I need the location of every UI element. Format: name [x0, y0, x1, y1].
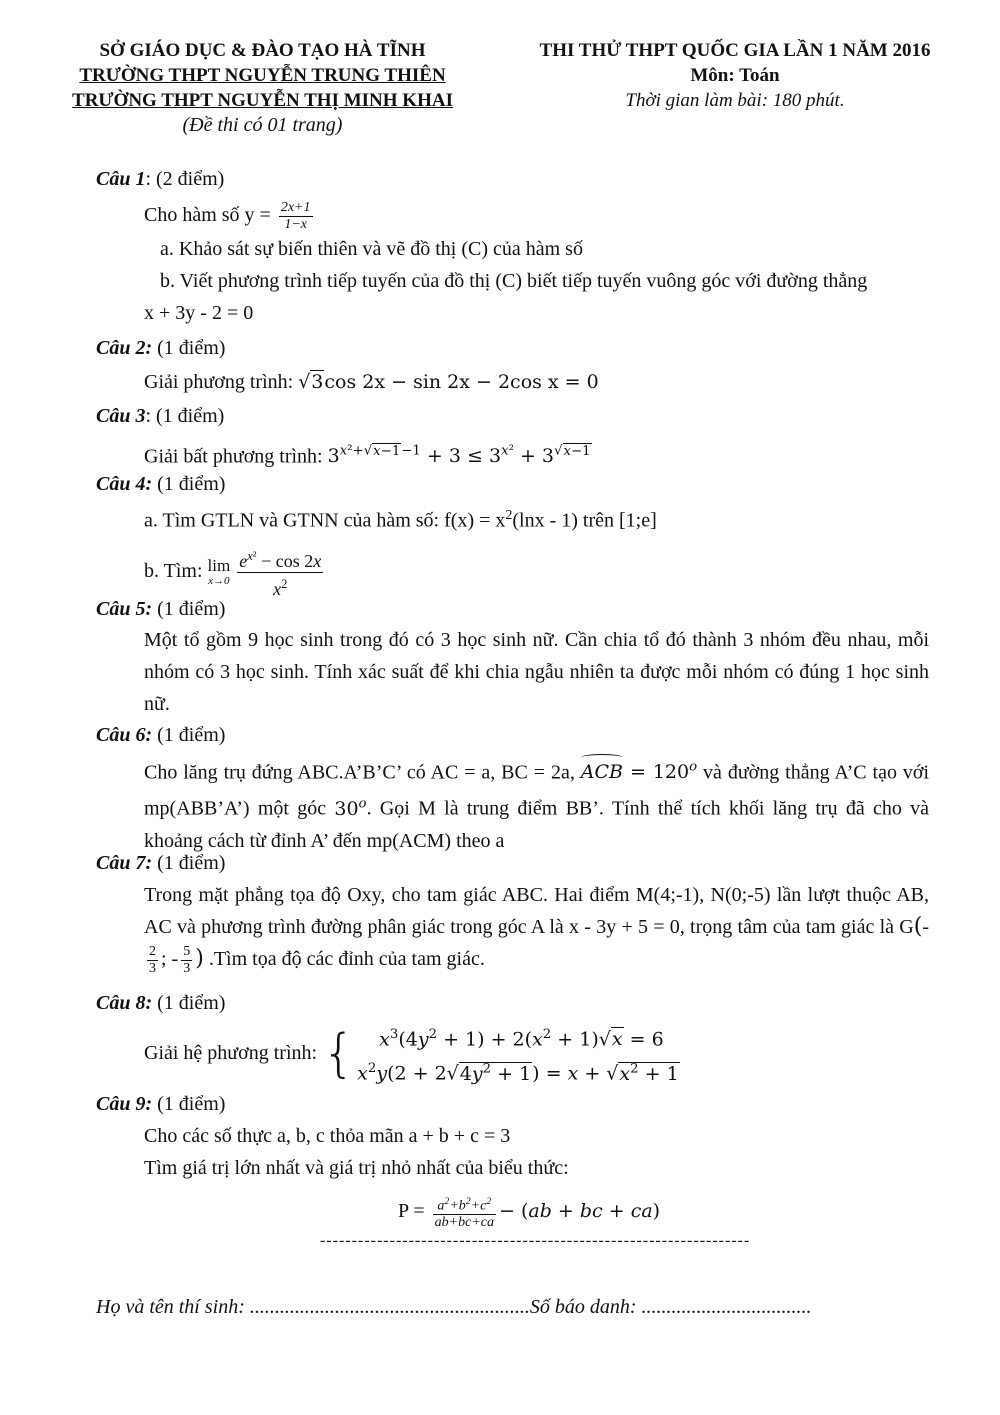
time-limit: Thời gian làm bài: 180 phút.: [625, 90, 845, 111]
question-2-body: [144, 366, 929, 398]
q1-part-a: a. Khảo sát sự biến thiên và vẽ đồ thị (C) của hàm số: [160, 237, 583, 260]
q9-expression: P = $\frac{a^2+b^2+c^2}{ab+bc+ca}$ − (ab + bc + ca): [398, 1195, 661, 1231]
school-name-1: TRƯỜNG THPT NGUYỄN TRUNG THIÊN: [79, 65, 446, 86]
question-6-heading: [96, 722, 225, 748]
q7-centroid: (: [913, 914, 923, 939]
question-8-body: [144, 1020, 929, 1089]
q2-text: Giải phương trình:: [144, 371, 294, 393]
subject: Môn: Toán: [690, 65, 780, 86]
question-9-heading: [96, 1091, 225, 1117]
header-left: [40, 38, 485, 138]
question-points: (1 điểm): [152, 1093, 226, 1115]
question-label: Câu 6:: [96, 724, 153, 746]
question-points: (1 điểm): [152, 992, 226, 1014]
q4-part-a: a. Tìm GTLN và GTNN của hàm số: $f(x) = x^2(\ln x - 1)$ trên [1;e]: [144, 508, 657, 532]
question-points: (1 điểm): [152, 473, 226, 495]
question-label: Câu 4:: [96, 473, 153, 495]
system-brace: {: [322, 1024, 356, 1085]
school-name-2: TRƯỜNG THPT NGUYỄN THỊ MINH KHAI: [72, 90, 453, 111]
department-name: SỞ GIÁO DỤC & ĐÀO TẠO HÀ TĨNH: [99, 40, 426, 61]
question-label: Câu 9:: [96, 1093, 153, 1115]
question-label: Câu 8:: [96, 992, 153, 1014]
question-points: : (1 điểm): [145, 405, 225, 427]
question-label: Câu 3: [96, 405, 146, 427]
question-points: (1 điểm): [152, 852, 226, 874]
question-8-heading: [96, 990, 225, 1016]
question-label: Câu 5:: [96, 598, 153, 620]
footer: [96, 1296, 812, 1319]
q1-part-b-line: x + 3y - 2 = 0: [144, 301, 254, 324]
question-9-body: [144, 1120, 929, 1234]
q1-fraction: $\frac{2x+1}{1-x}$: [280, 199, 311, 232]
question-7-heading: [96, 850, 225, 876]
q4-limit: lim x→0: [207, 556, 231, 588]
q9-task: Tìm giá trị lớn nhất và giá trị nhỏ nhất của biểu thức:: [144, 1157, 569, 1179]
question-1-body: [144, 198, 929, 329]
question-1-heading: [96, 166, 224, 192]
candidate-name-field: Họ và tên thí sinh: ........................................................: [96, 1296, 530, 1318]
q3-text: Giải bất phương trình:: [144, 445, 323, 468]
question-3-heading: [96, 403, 224, 429]
exam-title: THI THỬ THPT QUỐC GIA LẦN 1 NĂM 2016: [539, 40, 931, 61]
q9-condition: Cho các số thực a, b, c thỏa mãn a + b + c = 3: [144, 1125, 511, 1147]
q6-angle: ACB = $120^o$: [581, 761, 697, 783]
question-points: : (2 điểm): [145, 168, 225, 190]
separator-line: --------------------------------------------------------------------: [320, 1232, 750, 1249]
question-label: Câu 7:: [96, 852, 153, 874]
question-points: (1 điểm): [152, 724, 226, 746]
question-label: Câu 2:: [96, 337, 153, 359]
question-6-body: Cho lăng trụ đứng ABC.A’B’C’ có AC = a, BC = 2a, ACB = $120^o$ và đường thẳng A’C tạo với mp(ABB’A’) một góc 30$^o$. Gọi M là trung điểm BB’. Tính thể tích khối lăng trụ đã cho và khoảng cách từ đỉnh A’ đến mp(ACM) theo a: [144, 752, 929, 857]
page-count-note: (Đề thi có 01 trang): [182, 114, 343, 136]
question-points: (1 điểm): [152, 598, 226, 620]
q8-system: $x^3(4y^2 + 1) + 2(x^2 + 1)√x = 6$ $x^2y(2 + 2√4y^2 + 1) = x + √x^2 + 1$: [357, 1027, 679, 1085]
question-7-body: Trong mặt phẳng tọa độ Oxy, cho tam giác ABC. Hai điểm M(4;-1), N(0;-5) lần lượt thuộc AB, AC và phương trình đường phân giác trong góc A là x - 3y + 5 = 0, trọng tâm của tam giác là G(- $\frac{2}{3}$ ; - $\frac{5}{3}$ ) .Tìm tọa độ các đỉnh của tam giác.: [144, 884, 929, 976]
question-4-body: [144, 500, 929, 600]
question-3-body: [144, 436, 929, 472]
q1-part-b: b. Viết phương trình tiếp tuyến của đồ thị (C) biết tiếp tuyến vuông góc với đường thẳng: [160, 269, 868, 292]
header-right: [505, 38, 965, 113]
question-5-heading: [96, 596, 225, 622]
question-5-body: Một tổ gồm 9 học sinh trong đó có 3 học sinh nữ. Cần chia tổ đó thành 3 nhóm đều nhau, mỗi nhóm có 3 học sinh. Tính xác suất để khi chia ngẫu nhiên ta được mỗi nhóm có đúng 1 học sinh nữ.: [144, 629, 929, 715]
candidate-number-field: Số báo danh: ..................................: [529, 1296, 812, 1318]
q8-text: Giải hệ phương trình:: [144, 1041, 318, 1064]
q4-part-b: b. Tìm: lim x→0 $\frac{e^{x^2} - \cos 2x}{x^2}$: [144, 545, 929, 600]
q3-inequality: $3^{x^2+√x-1-1} + 3 \le 3^{x^2} + 3^{√x-1}$: [327, 444, 591, 468]
q1-intro: Cho hàm số y =: [144, 204, 271, 226]
question-label: Câu 1: [96, 168, 146, 190]
question-4-heading: [96, 471, 225, 497]
q2-equation: √3cos 2x − sin 2x − 2cos x = 0: [298, 371, 599, 393]
question-points: (1 điểm): [152, 337, 226, 359]
q4-limit-fraction: $\frac{e^{x^2} - \cos 2x}{x^2}$: [237, 545, 323, 600]
question-2-heading: [96, 335, 225, 361]
